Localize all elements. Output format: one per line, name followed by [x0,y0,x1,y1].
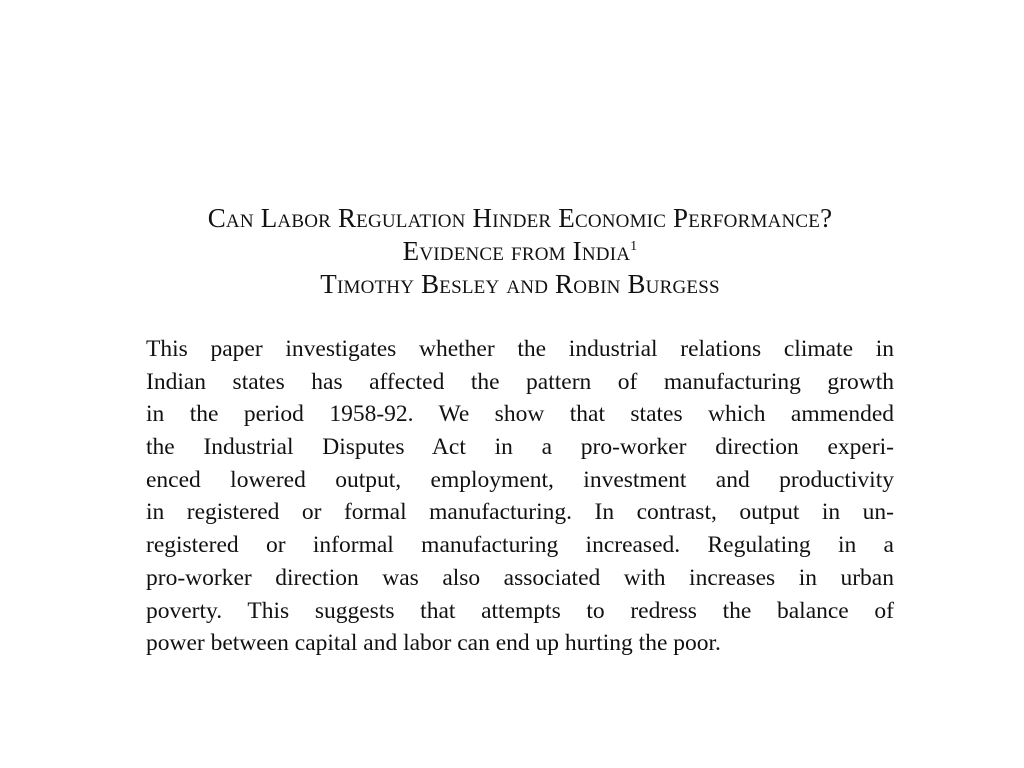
paper-subtitle [0,235,1024,268]
abstract-line: the Industrial Disputes Act in a pro-worker direction experi- [146,434,894,461]
abstract [146,333,894,660]
abstract-line: pro-worker direction was also associated with increases in urban [146,564,894,591]
abstract-line: This paper investigates whether the industrial relations climate in [146,336,894,362]
abstract-line: in registered or formal manufacturing. In contrast, output in un- [146,499,894,526]
abstract-line: power between capital and labor can end up hurting the poor. [146,630,721,657]
abstract-line: poverty. This suggests that attempts to redress the balance of [146,597,894,624]
abstract-line: registered or informal manufacturing increased. Regulating in a [146,532,894,559]
paper-subtitle-text: Evidence from India [402,236,631,266]
abstract-line: enced lowered output, employment, investment and productivity [146,466,894,493]
paper-authors: Timothy Besley and Robin Burgess [320,269,720,299]
abstract-line: in the period 1958-92. We show that states which ammended [146,401,894,428]
abstract-line: Indian states has affected the pattern of manufacturing growth [146,368,894,395]
footnote-marker: 1 [630,239,638,254]
title-block [0,202,1024,301]
paper-title: Can Labor Regulation Hinder Economic Performance? [207,203,833,233]
